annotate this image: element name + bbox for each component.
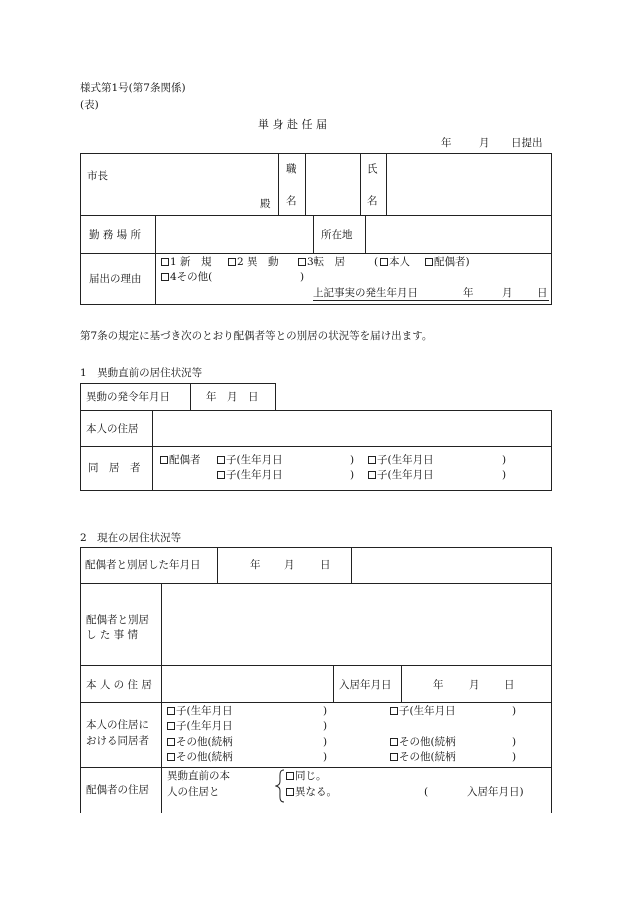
section1-residence-label: 本人の住居 [86,423,139,435]
name-label-1: 氏 [367,163,378,175]
checkbox-icon [161,273,169,281]
checkbox-icon [228,258,236,266]
mayor-label: 市長 [87,170,108,182]
section1-residence-input[interactable] [152,410,552,446]
spouse-residence-label: 配偶者の住居 [86,784,149,796]
occurrence-month-label: 月 [502,287,513,299]
checkbox-icon [167,738,175,746]
occurrence-date-label: 上記事実の発生年月日 [313,287,418,299]
spouse-move-in-paren: ( [424,786,429,798]
checkbox-icon [380,258,388,266]
section2-cohabitant-label-2: おける同居者 [86,735,149,747]
name-input[interactable] [386,153,552,215]
section2-heading: 2 現在の居住状況等 [80,532,182,544]
s2-other-close-2: ) [512,736,517,748]
checkbox-icon [161,258,169,266]
reason-self-option[interactable]: 本人 [380,256,410,269]
occurrence-day-label: 日 [537,287,548,299]
statement-text: 第7条の規定に基づき次のとおり配偶者等との別居の状況等を届け出ます。 [80,330,433,342]
position-input[interactable] [305,153,361,215]
checkbox-icon [368,456,376,464]
section2-cohabitant-label-1: 本人の住居に [86,719,149,731]
order-date-label: 異動の発令年月日 [86,391,170,403]
same-residence-option[interactable]: 同じ。 [286,770,327,783]
checkbox-icon [217,456,225,464]
location-input[interactable] [365,215,552,253]
s2-other-option-3[interactable]: その他(続柄 [167,751,233,764]
s2-child-option-2[interactable]: 子(生年月日 [390,705,456,718]
reason-paren: ( [374,256,379,268]
s2-other-close-4: ) [512,751,517,763]
s2-other-option-1[interactable]: その他(続柄 [167,736,233,749]
form-number: 様式第1号(第7条関係) [80,82,186,94]
checkbox-icon [390,707,398,715]
checkbox-icon [298,258,306,266]
different-residence-option[interactable]: 異なる。 [286,786,337,799]
location-label: 所在地 [321,229,353,241]
reason-move-option[interactable]: 3転 居 [298,256,345,269]
cohabit-child-close-2: ) [502,454,507,466]
submit-year-label: 年 [441,137,452,149]
workplace-input[interactable] [155,215,313,253]
separation-month-label[interactable]: 月 [284,559,295,571]
separation-reason-label-2: し た 事 情 [86,629,139,641]
checkbox-icon [425,258,433,266]
checkbox-icon [368,471,376,479]
s2-child-close-3: ) [323,720,328,732]
position-label-2: 名 [286,195,297,207]
checkbox-icon [167,722,175,730]
position-label-1: 職 [286,163,297,175]
reason-other-option[interactable]: 4その他( [161,271,212,284]
move-in-day-label[interactable]: 日 [504,679,515,691]
cohabit-child-close-3: ) [350,469,355,481]
checkbox-icon [286,788,294,796]
cohabit-child-option-4[interactable]: 子(生年月日 [368,469,434,482]
s2-child-option-3[interactable]: 子(生年月日 [167,720,233,733]
move-in-date-label: 入居年月日 [339,679,392,691]
prev-residence-label-1: 異動直前の本 [167,770,230,782]
checkbox-icon [390,738,398,746]
submit-month-label: 月 [479,137,490,149]
checkbox-icon [167,753,175,761]
workplace-label: 勤 務 場 所 [89,229,142,241]
prev-residence-label-2: 人の住居と [167,786,220,798]
section2-residence-label: 本 人 の 住 居 [86,679,152,691]
checkbox-icon [160,456,168,464]
section1-cohabitant-label: 同 居 者 [88,462,141,474]
reason-new-option[interactable]: 1 新 規 [161,256,212,269]
cohabit-child-option-2[interactable]: 子(生年月日 [368,454,434,467]
brace-icon [275,769,285,803]
cohabit-child-close-1: ) [350,454,355,466]
separation-reason-input[interactable] [161,583,552,665]
submit-day-label: 日提出 [511,137,543,149]
s2-other-close-3: ) [323,751,328,763]
name-label-2: 名 [367,195,378,207]
reason-other-close: ) [300,271,305,283]
dono-label: 殿 [260,198,271,210]
s2-other-close-1: ) [323,736,328,748]
cohabit-child-option-1[interactable]: 子(生年月日 [217,454,283,467]
reason-spouse-option[interactable]: 配偶者) [425,256,470,269]
separation-year-label[interactable]: 年 [250,559,261,571]
move-in-month-label[interactable]: 月 [469,679,480,691]
separation-date-label: 配偶者と別居した年月日 [85,559,201,571]
move-in-year-label[interactable]: 年 [433,679,444,691]
section1-heading: 1 異動直前の居住状況等 [80,367,203,379]
checkbox-icon [167,707,175,715]
checkbox-icon [286,772,294,780]
reason-label: 届出の理由 [89,273,142,285]
s2-child-option-1[interactable]: 子(生年月日 [167,705,233,718]
section2-residence-input[interactable] [161,665,333,702]
s2-child-close-1: ) [323,705,328,717]
cohabit-child-option-3[interactable]: 子(生年月日 [217,469,283,482]
checkbox-icon [390,753,398,761]
s2-child-close-2: ) [512,705,517,717]
checkbox-icon [217,471,225,479]
form-side: (表) [80,99,99,111]
cohabit-child-close-4: ) [502,469,507,481]
page-title: 単 身 赴 任 届 [258,118,327,131]
cohabit-spouse-option[interactable]: 配偶者 [160,454,201,467]
separation-day-label[interactable]: 日 [320,559,331,571]
s2-other-option-2[interactable]: その他(続柄 [390,736,456,749]
occurrence-year-label: 年 [463,287,474,299]
separation-reason-label-1: 配偶者と別居 [86,614,149,626]
s2-other-option-4[interactable]: その他(続柄 [390,751,456,764]
reason-transfer-option[interactable]: 2 異 動 [228,256,279,269]
order-date-value[interactable]: 年 月 日 [206,391,259,403]
spouse-move-in-date-label[interactable]: 入居年月日) [467,786,524,798]
